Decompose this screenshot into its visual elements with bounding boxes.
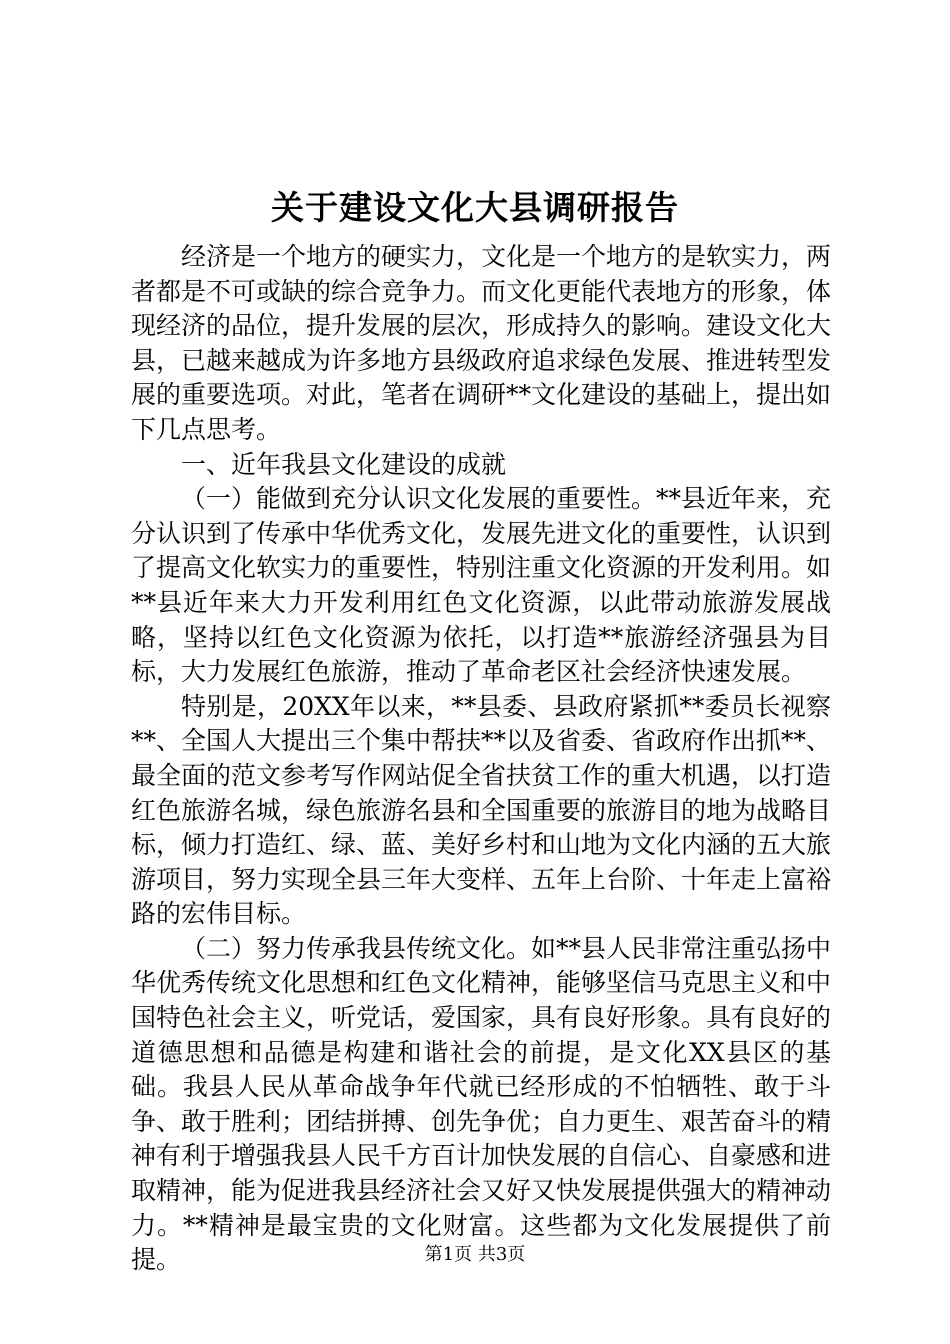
paragraph-intro: 经济是一个地方的硬实力，文化是一个地方的是软实力，两者都是不可或缺的综合竞争力。而文化更能代表地方的形象，体现经济的品位，提升发展的层次，形成持久的影响。建设文化大县，已越来越成为许多地方县级政府追求绿色发展、推进转型发展的重要选项。对此，笔者在调研**文化建设的基础上，提出如下几点思考。 <box>131 242 832 444</box>
paragraph-subsection-2: （二）努力传承我县传统文化。如**县人民非常注重弘扬中华优秀传统文化思想和红色文化精神，能够坚信马克思主义和中国特色社会主义，听党话，爱国家，具有良好形象。具有良好的道德思想和品德是构建和谐社会的前提，是文化XX县区的基础。我县人民从革命战争年代就已经形成的不怕牺牲、敢于斗争、敢于胜利；团结拼搏、创先争优；自力更生、艰苦奋斗的精神有利于增强我县人民千方百计加快发展的自信心、自豪感和进取精神，能为促进我县经济社会又好又快发展提供强大的精神动力。**精神是最宝贵的文化财富。这些都为文化发展提供了前提。 <box>131 933 832 1275</box>
page-footer: 第1页 共3页 <box>424 1244 526 1265</box>
paragraph-especially: 特别是，20XX年以来，**县委、县政府紧抓**委员长视察**、全国人大提出三个集中帮扶**以及省委、省政府作出抓**、最全面的范文参考写作网站促全省扶贫工作的重大机遇，以打造红色旅游名城，绿色旅游名县和全国重要的旅游目的地为战略目标，倾力打造红、绿、蓝、美好乡村和山地为文化内涵的五大旅游项目，努力实现全县三年大变样、五年上台阶、十年走上富裕路的宏伟目标。 <box>131 691 832 929</box>
document-title: 关于建设文化大县调研报告 <box>271 188 679 227</box>
document-body <box>131 240 831 1278</box>
paragraph-subsection-1: （一）能做到充分认识文化发展的重要性。**县近年来，充分认识到了传承中华优秀文化，发展先进文化的重要性，认识到了提高文化软实力的重要性，特别注重文化资源的开发利用。如**县近年来大力开发利用红色文化资源，以此带动旅游发展战略，坚持以红色文化资源为依托，以打造**旅游经济强县为目标，大力发展红色旅游，推动了革命老区社会经济快速发展。 <box>131 484 832 687</box>
section-heading: 一、近年我县文化建设的成就 <box>181 449 507 479</box>
